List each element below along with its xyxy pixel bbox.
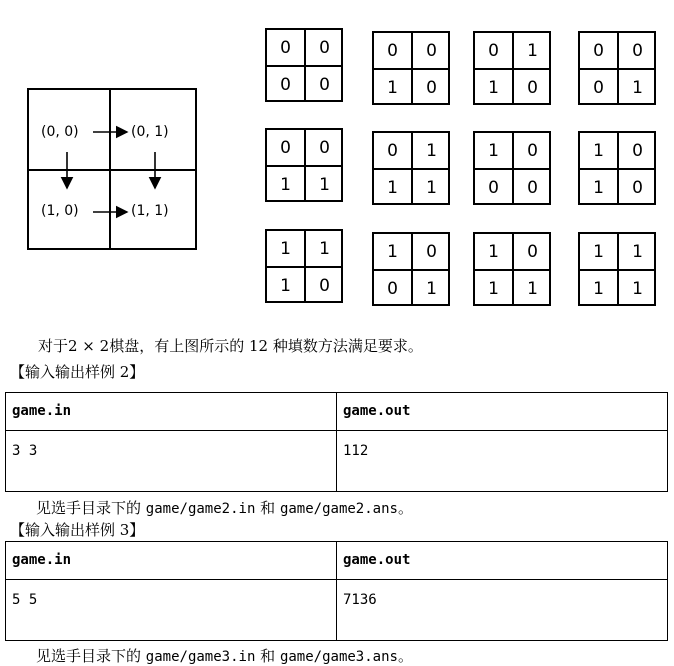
board-cell: 0 xyxy=(280,137,291,158)
note-file-in: game/game3.in xyxy=(145,649,256,665)
board-2x2 xyxy=(372,31,450,105)
board-cell: 1 xyxy=(593,140,604,161)
board-cell: 0 xyxy=(387,278,398,299)
board-cell: 1 xyxy=(426,278,437,299)
board-cell: 0 xyxy=(280,37,291,58)
board-cell: 1 xyxy=(387,77,398,98)
board-2x2 xyxy=(473,31,551,105)
board-cell: 1 xyxy=(319,238,330,259)
board-cell: 0 xyxy=(488,177,499,198)
board-cell: 1 xyxy=(593,278,604,299)
sample3-in-header: game.in xyxy=(12,552,72,568)
sample3-out-value: 7136 xyxy=(343,592,377,608)
board-2x2 xyxy=(473,131,551,205)
board-cell: 0 xyxy=(426,40,437,61)
board-cell: 0 xyxy=(527,140,538,161)
sample2-out-header: game.out xyxy=(343,403,411,419)
note-text: 和 xyxy=(260,499,276,517)
board-cell: 0 xyxy=(319,74,330,95)
board-cell: 0 xyxy=(387,140,398,161)
board-cell: 1 xyxy=(426,140,437,161)
board-cell: 0 xyxy=(319,275,330,296)
sample2-in-value: 3 3 xyxy=(12,443,38,459)
board-cell: 1 xyxy=(527,278,538,299)
board-2x2 xyxy=(372,131,450,205)
sample3-table xyxy=(5,541,668,641)
sample2-in-header: game.in xyxy=(12,403,72,419)
board-cell: 0 xyxy=(387,40,398,61)
cell-label-0-1: (0, 1) xyxy=(131,124,169,140)
board-cell: 1 xyxy=(593,241,604,262)
note-text: 。 xyxy=(397,647,413,665)
sample2-out-value: 112 xyxy=(343,443,369,459)
cell-label-1-1: (1, 1) xyxy=(131,203,169,219)
board-cell: 1 xyxy=(319,174,330,195)
board-cell: 0 xyxy=(488,40,499,61)
board-cell: 1 xyxy=(527,40,538,61)
cell-label-0-0: (0, 0) xyxy=(41,124,79,140)
board-2x2 xyxy=(372,232,450,306)
cell-label-1-0: (1, 0) xyxy=(41,203,79,219)
sample2-heading: 【输入输出样例 2】 xyxy=(10,363,145,381)
board-2x2 xyxy=(578,31,656,105)
board-cell: 0 xyxy=(632,140,643,161)
board-cell: 1 xyxy=(488,140,499,161)
board-cell: 0 xyxy=(426,241,437,262)
board-cell: 1 xyxy=(280,275,291,296)
sample3-heading: 【输入输出样例 3】 xyxy=(10,521,145,539)
board-2x2 xyxy=(578,232,656,306)
note-text: 见选手目录下的 xyxy=(36,499,142,517)
sample3-note xyxy=(36,645,413,666)
board-2x2 xyxy=(265,28,343,102)
note-file-ans: game/game2.ans xyxy=(279,501,398,517)
board-cell: 0 xyxy=(426,77,437,98)
board-cell: 1 xyxy=(593,177,604,198)
board-cell: 0 xyxy=(319,137,330,158)
board-cell: 1 xyxy=(387,241,398,262)
sample3-out-header: game.out xyxy=(343,552,411,568)
note-file-ans: game/game3.ans xyxy=(279,649,398,665)
note-text: 。 xyxy=(397,499,413,517)
sample2-table xyxy=(5,392,668,492)
arrows-overlay xyxy=(27,88,197,250)
board-cell: 1 xyxy=(280,174,291,195)
board-cell: 1 xyxy=(387,177,398,198)
note-text: 和 xyxy=(260,647,276,665)
board-2x2 xyxy=(578,131,656,205)
board-cell: 1 xyxy=(632,241,643,262)
sample2-note xyxy=(36,497,413,518)
board-cell: 1 xyxy=(488,278,499,299)
board-cell: 0 xyxy=(527,77,538,98)
board-cell: 1 xyxy=(426,177,437,198)
board-cell: 0 xyxy=(527,241,538,262)
board-cell: 1 xyxy=(632,278,643,299)
board-cell: 0 xyxy=(527,177,538,198)
board-cell: 0 xyxy=(319,37,330,58)
board-2x2 xyxy=(265,128,343,202)
board-cell: 0 xyxy=(280,74,291,95)
board-cell: 1 xyxy=(488,241,499,262)
board-2x2 xyxy=(265,229,343,303)
note-text: 见选手目录下的 xyxy=(36,647,142,665)
board-cell: 0 xyxy=(632,177,643,198)
board-cell: 1 xyxy=(488,77,499,98)
board-2x2 xyxy=(473,232,551,306)
board-cell: 0 xyxy=(593,77,604,98)
board-cell: 0 xyxy=(632,40,643,61)
board-cell: 1 xyxy=(280,238,291,259)
board-cell: 0 xyxy=(593,40,604,61)
board-cell: 1 xyxy=(632,77,643,98)
note-file-in: game/game2.in xyxy=(145,501,256,517)
sample3-in-value: 5 5 xyxy=(12,592,38,608)
figure-caption: 对于2 × 2棋盘，有上图所示的 12 种填数方法满足要求。 xyxy=(38,337,423,355)
